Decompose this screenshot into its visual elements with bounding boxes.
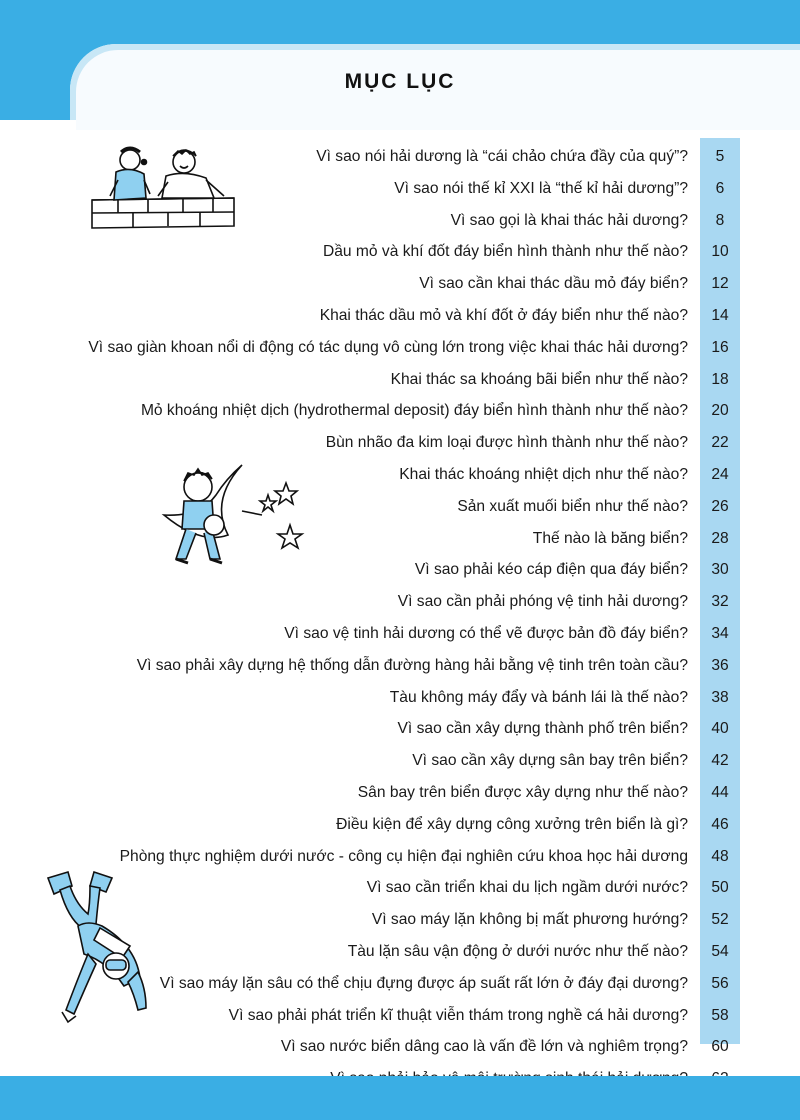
toc-entry[interactable]: [0, 1032, 800, 1064]
toc-question: Vì sao cần xây dựng thành phố trên biển?: [397, 720, 688, 738]
toc-question: Vì sao máy lặn sâu có thể chịu đựng được áp suất rất lớn ở đáy đại dương?: [159, 974, 688, 992]
toc-page-number: 20: [711, 402, 729, 420]
toc-entry[interactable]: [0, 428, 800, 460]
toc-question: Khai thác khoáng nhiệt dịch như thế nào?: [399, 465, 688, 483]
toc-question: Vì sao phải phát triển kĩ thuật viễn thám trong nghề cá hải dương?: [228, 1006, 688, 1024]
toc-page-number: 34: [711, 624, 729, 642]
toc-page-number: 52: [711, 911, 729, 929]
toc-question: Vì sao cần triển khai du lịch ngầm dưới nước?: [366, 879, 688, 897]
toc-question: Tàu lặn sâu vận động ở dưới nước như thế nào?: [347, 942, 688, 960]
toc-page-number: 60: [711, 1038, 729, 1056]
toc-page-number: 28: [711, 529, 729, 547]
toc-question: Mỏ khoáng nhiệt dịch (hydrothermal deposit) đáy biển hình thành như thế nào?: [140, 402, 688, 420]
toc-page-number: 50: [711, 879, 729, 897]
toc-entry[interactable]: [0, 619, 800, 651]
toc-entry[interactable]: [0, 651, 800, 683]
toc-question: Dầu mỏ và khí đốt đáy biển hình thành như thế nào?: [322, 243, 688, 261]
toc-entry[interactable]: [0, 365, 800, 397]
toc-question: Điều kiện để xây dựng công xưởng trên biển là gì?: [336, 815, 688, 833]
toc-entry[interactable]: [0, 810, 800, 842]
toc-question: Thế nào là băng biển?: [532, 529, 688, 547]
toc-entry[interactable]: [0, 492, 800, 524]
toc-entry[interactable]: [0, 142, 800, 174]
toc-entry[interactable]: [0, 683, 800, 715]
toc-page-number: 8: [715, 211, 725, 229]
toc-question: Vì sao cần phải phóng vệ tinh hải dương?: [397, 593, 688, 611]
toc-page-number: 40: [711, 720, 729, 738]
toc-question: Vì sao nói thế kỉ XXI là “thế kỉ hải dương”?: [394, 179, 688, 197]
toc-question: Phòng thực nghiệm dưới nước - công cụ hiện đại nghiên cứu khoa học hải dương: [119, 847, 688, 865]
toc-page-number: 5: [715, 148, 725, 165]
toc-question: Vì sao phải xây dựng hệ thống dẫn đường hàng hải bằng vệ tinh trên toàn cầu?: [136, 656, 688, 674]
toc-page-number: 26: [711, 497, 729, 515]
toc-entry[interactable]: [0, 587, 800, 619]
toc-page-number: 10: [711, 243, 729, 261]
toc-entry[interactable]: [0, 206, 800, 238]
toc-page-number: 18: [711, 370, 729, 388]
toc-page-number: 38: [711, 688, 729, 706]
toc-page-number: 48: [711, 847, 729, 865]
toc-entry[interactable]: [0, 746, 800, 778]
toc-page-number: 16: [711, 338, 729, 356]
toc-page-number: 14: [711, 306, 729, 324]
toc-page-number: 12: [711, 275, 729, 293]
toc-page-number: 46: [711, 815, 729, 833]
toc-entry[interactable]: [0, 524, 800, 556]
toc-entry[interactable]: [0, 301, 800, 333]
toc-question: Tàu không máy đẩy và bánh lái là thế nào?: [389, 688, 688, 706]
toc-entry[interactable]: [0, 969, 800, 1001]
toc-entry[interactable]: [0, 555, 800, 587]
toc-entry[interactable]: [0, 269, 800, 301]
toc-entry[interactable]: [0, 842, 800, 874]
table-of-contents: [0, 142, 800, 1096]
toc-page-number: 42: [711, 752, 729, 770]
toc-question: Khai thác dầu mỏ và khí đốt ở đáy biển như thế nào?: [319, 306, 688, 324]
toc-page-number: 30: [711, 561, 729, 579]
toc-page-number: 58: [711, 1006, 729, 1024]
toc-question: Vì sao máy lặn không bị mất phương hướng?: [371, 911, 688, 929]
toc-question: Sân bay trên biển được xây dựng như thế nào?: [357, 783, 688, 801]
toc-entry[interactable]: [0, 460, 800, 492]
toc-entry[interactable]: [0, 714, 800, 746]
toc-page-number: 44: [711, 783, 729, 801]
toc-question: Vì sao phải kéo cáp điện qua đáy biển?: [414, 561, 688, 579]
toc-question: Vì sao nói hải dương là “cái chảo chứa đầy của quý”?: [316, 148, 688, 165]
toc-entry[interactable]: [0, 873, 800, 905]
toc-page-number: 56: [711, 974, 729, 992]
toc-entry[interactable]: [0, 937, 800, 969]
toc-page-number: 24: [711, 465, 729, 483]
toc-question: Vì sao giàn khoan nổi di động có tác dụng vô cùng lớn trong việc khai thác hải dương?: [88, 338, 688, 356]
toc-question: Sản xuất muối biển như thế nào?: [457, 497, 688, 515]
toc-question: Vì sao nước biển dâng cao là vấn đề lớn và nghiêm trọng?: [280, 1038, 688, 1056]
toc-entry[interactable]: [0, 333, 800, 365]
footer-band: [0, 1076, 800, 1120]
toc-page-number: 36: [711, 656, 729, 674]
toc-page-number: 6: [715, 179, 725, 197]
page-title: MỤC LỤC: [344, 70, 456, 93]
toc-page-number: 22: [711, 434, 729, 452]
toc-question: Vì sao cần xây dựng sân bay trên biển?: [412, 752, 688, 770]
toc-entry[interactable]: [0, 905, 800, 937]
toc-entry[interactable]: [0, 174, 800, 206]
toc-page-number: 54: [711, 942, 729, 960]
toc-question: Vì sao gọi là khai thác hải dương?: [450, 211, 688, 229]
toc-page-number: 32: [711, 593, 729, 611]
toc-entry[interactable]: [0, 1001, 800, 1033]
toc-entry[interactable]: [0, 396, 800, 428]
toc-entry[interactable]: [0, 237, 800, 269]
toc-entry[interactable]: [0, 778, 800, 810]
toc-question: Bùn nhão đa kim loại được hình thành như thế nào?: [325, 434, 688, 452]
toc-question: Vì sao vệ tinh hải dương có thể vẽ được bản đồ đáy biển?: [284, 624, 688, 642]
toc-question: Vì sao cần khai thác dầu mỏ đáy biển?: [419, 275, 688, 293]
toc-question: Khai thác sa khoáng bãi biển như thế nào?: [390, 370, 688, 388]
